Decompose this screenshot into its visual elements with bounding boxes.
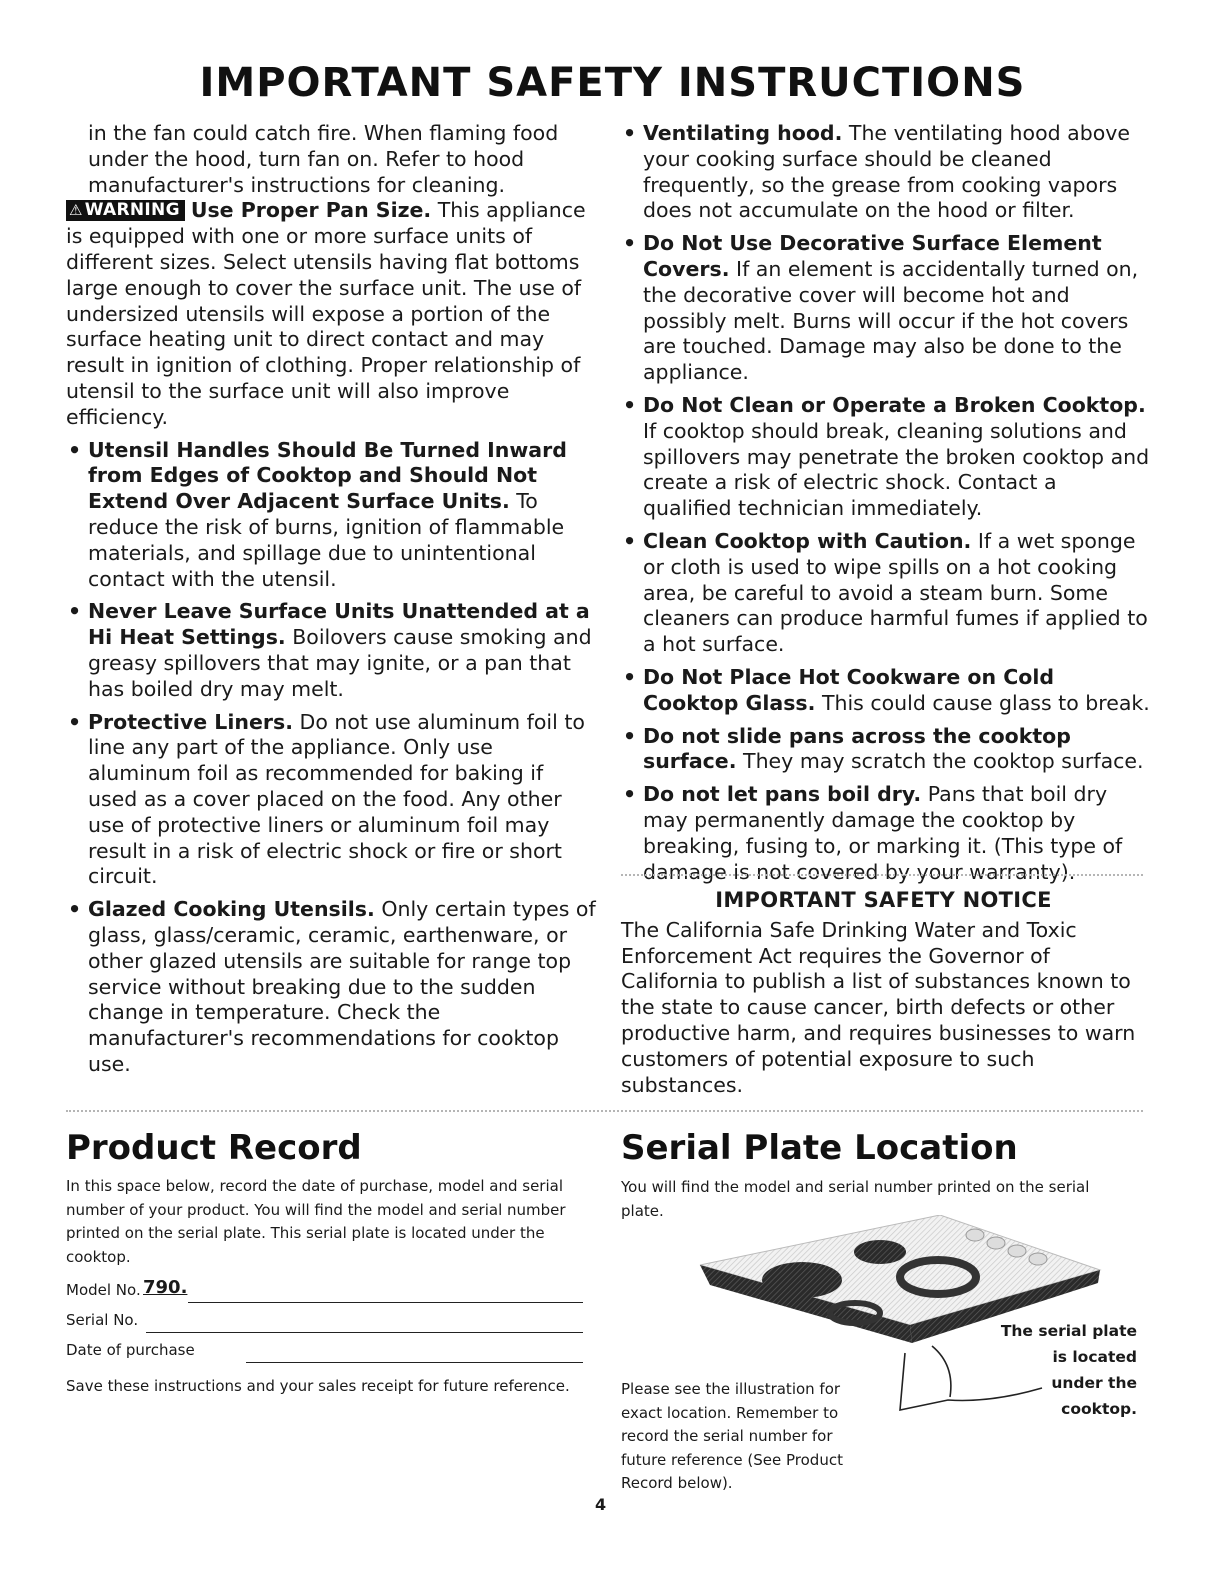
serial-callout: The serial plate is located under the cooktop. [1000, 1322, 1137, 1418]
list-item: • Do Not Place Hot Cookware on Cold Cooktop Glass. This could cause glass to break. [621, 665, 1151, 717]
warning-badge: ⚠ WARNING [66, 200, 185, 221]
date-row [66, 1339, 591, 1369]
model-line [188, 1302, 583, 1303]
warning-title: Use Proper Pan Size. [190, 198, 432, 223]
page-number: 4 [595, 1495, 607, 1514]
notice-title: IMPORTANT SAFETY NOTICE [715, 888, 1052, 912]
list-item: • Do Not Clean or Operate a Broken Cooktop. If cooktop should break, cleaning solutions and spillovers may penetrate the broken cooktop and create a risk of electric shock. Contact a qualified technician immediately. [621, 393, 1151, 522]
serial-line [146, 1332, 583, 1333]
intro-paragraph: in the fan could catch fire. When flaming food under the hood, turn fan on. Refer to hood manufacturer's instructions for cleaning. [88, 121, 559, 197]
notice-divider [621, 874, 1143, 876]
list-item: • Utensil Handles Should Be Turned Inward from Edges of Cooktop and Should Not Extend Over Adjacent Surface Units. To reduce the risk of burns, ignition of flammable materials, and spillage due to unintentional contact with the utensil. [66, 438, 596, 593]
list-item: • Do not let pans boil dry. Pans that boil dry may permanently damage the cooktop by breaking, fusing to, or marking it. (This type of damage is not covered by your warranty). [621, 782, 1151, 885]
list-item: • Clean Cooktop with Caution. If a wet sponge or cloth is used to wipe spills on a hot cooking area, be careful to avoid a steam burn. Some cleaners can produce harmful fumes if applied to a hot surface. [621, 529, 1151, 658]
right-column [621, 121, 1151, 885]
left-column [66, 121, 596, 1078]
product-record-intro: In this space below, record the date of purchase, model and serial number of your product. You will find the model and serial number printed on the serial plate. This serial plate is located under the cooktop. [66, 1177, 566, 1266]
date-line [246, 1362, 583, 1363]
list-item: • Do not slide pans across the cooktop surface. They may scratch the cooktop surface. [621, 724, 1151, 776]
warning-paragraph [66, 198, 596, 430]
serial-plate-note: Please see the illustration for exact location. Remember to record the serial number for future reference (See Product Record below). [621, 1380, 843, 1492]
model-label: Model No. [66, 1281, 141, 1299]
date-label: Date of purchase [66, 1341, 195, 1359]
serial-plate-intro: You will find the model and serial number printed on the serial plate. [621, 1178, 1090, 1220]
safety-notice [621, 888, 1146, 1098]
serial-plate-title: Serial Plate Location [621, 1128, 1018, 1168]
warning-text: This appliance is equipped with one or more surface units of different sizes. Select utensils having flat bottoms large enough to cover the surface unit. The use of undersized utensils will expose a portion of the surface heating unit to direct contact and may result in ignition of clothing. Proper relationship of utensil to the surface unit will also improve efficiency. [66, 198, 586, 429]
notice-text: The California Safe Drinking Water and Toxic Enforcement Act requires the Governor of California to publish a list of substances known to the state to cause cancer, birth defects or other productive harm, and requires businesses to warn customers of potential exposure to such substances. [621, 917, 1136, 1097]
serial-label: Serial No. [66, 1311, 139, 1329]
product-record-title: Product Record [66, 1128, 362, 1168]
list-item: • Do Not Use Decorative Surface Element Covers. If an element is accidentally turned on, the decorative cover will become hot and possibly melt. Burns will occur if the hot covers are touched. Damage may also be done to the appliance. [621, 231, 1151, 386]
save-text: Save these instructions and your sales receipt for future reference. [66, 1377, 570, 1395]
list-item: • Ventilating hood. The ventilating hood above your cooking surface should be cleaned frequently, so the grease from cooking vapors does not accumulate on the hood or filter. [621, 121, 1151, 224]
page-title: IMPORTANT SAFETY INSTRUCTIONS [199, 60, 1026, 106]
list-item: • Protective Liners. Do not use aluminum foil to line any part of the appliance. Only use aluminum foil as recommended for baking if used as a cover placed on the food. Any other use of protective liners or aluminum foil may result in a risk of electric shock or fire or short circuit. [66, 710, 596, 891]
serial-row [66, 1309, 591, 1339]
section-divider [66, 1110, 1143, 1112]
product-record [66, 1175, 591, 1399]
list-item: • Never Leave Surface Units Unattended at a Hi Heat Settings. Boilovers cause smoking and greasy spillovers that may ignite, or a pan that has boiled dry may melt. [66, 599, 596, 702]
warning-triangle-icon: ⚠ [69, 201, 83, 220]
model-row [66, 1279, 591, 1309]
model-value: 790. [143, 1277, 188, 1298]
list-item: • Glazed Cooking Utensils. Only certain types of glass, glass/ceramic, ceramic, earthenware, or other glazed utensils are suitable for range top service without breaking due to the sudden change in temperature. Check the manufacturer's recommendations for cooktop use. [66, 897, 596, 1078]
